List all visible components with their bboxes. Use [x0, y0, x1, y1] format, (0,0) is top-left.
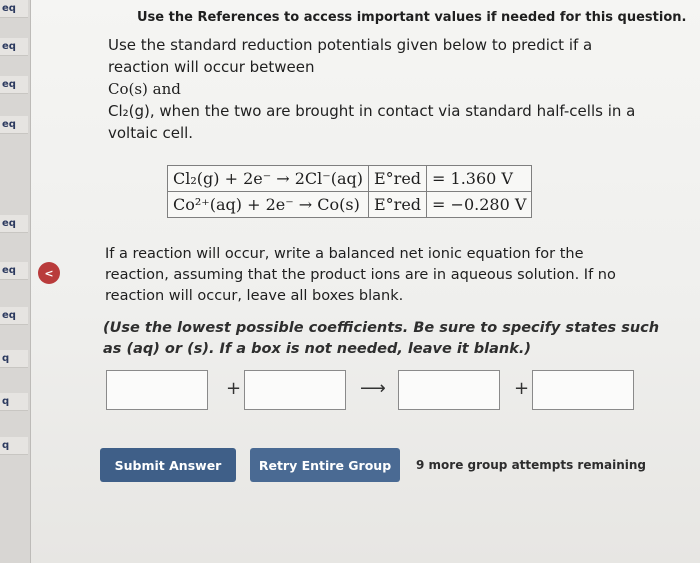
question-tab-10[interactable] — [0, 437, 28, 455]
question-text — [108, 34, 648, 144]
instructions-line: reaction, assuming that the product ions are in aqueous solution. If no — [105, 267, 616, 283]
references-note: Use the References to access important values if needed for this question. — [137, 10, 687, 25]
question-tab-label: eq — [2, 265, 16, 276]
question-tab-8[interactable] — [0, 350, 28, 368]
collapse-toggle-icon[interactable]: < — [38, 262, 60, 284]
product-box-1[interactable] — [398, 370, 500, 410]
question-tab-6[interactable] — [0, 262, 28, 280]
question-tab-5[interactable] — [0, 215, 28, 233]
reactant-box-2[interactable] — [244, 370, 346, 410]
plus-sign: + — [514, 378, 530, 399]
coefficients-note — [103, 318, 663, 360]
instructions-line: If a reaction will occur, write a balanced net ionic equation for the — [105, 246, 584, 262]
question-line: reaction will occur between — [108, 58, 315, 76]
reduction-potentials-table — [167, 165, 532, 218]
table-row — [168, 166, 532, 192]
question-tab-label: eq — [2, 79, 16, 90]
half-reaction: Co²⁺(aq) + 2e⁻ → Co(s) — [168, 192, 369, 218]
reactant-box-1[interactable] — [106, 370, 208, 410]
potential-value: = 1.360 V — [427, 166, 532, 192]
question-tab-label: eq — [2, 41, 16, 52]
question-tab-label: eq — [2, 119, 16, 130]
question-tab-1[interactable] — [0, 0, 28, 18]
question-species-chlorine: Cl₂(g), when the two are brought in contact via standard half-cells in a — [108, 102, 636, 120]
question-tab-label: eq — [2, 218, 16, 229]
coefficients-note-line: as (aq) or (s). If a box is not needed, leave it blank.) — [103, 341, 532, 357]
question-tab-2[interactable] — [0, 38, 28, 56]
coefficients-note-line: (Use the lowest possible coefficients. Be sure to specify states such — [103, 320, 660, 336]
product-box-2[interactable] — [532, 370, 634, 410]
question-tab-label: eq — [2, 3, 16, 14]
question-tab-3[interactable] — [0, 76, 28, 94]
question-nav-strip — [0, 0, 31, 563]
net-ionic-equation-row — [106, 370, 646, 415]
question-tab-label: q — [2, 396, 10, 407]
attempts-remaining-text: 9 more group attempts remaining — [416, 458, 646, 472]
question-line: voltaic cell. — [108, 124, 194, 142]
question-tab-9[interactable] — [0, 393, 28, 411]
potential-value: = −0.280 V — [427, 192, 532, 218]
question-tab-4[interactable] — [0, 116, 28, 134]
plus-sign: + — [226, 378, 242, 399]
question-line: Use the standard reduction potentials given below to predict if a — [108, 36, 593, 54]
question-tab-label: eq — [2, 310, 16, 321]
instructions-text — [105, 244, 645, 307]
half-reaction: Cl₂(g) + 2e⁻ → 2Cl⁻(aq) — [168, 166, 369, 192]
submit-answer-button[interactable]: Submit Answer — [100, 448, 236, 482]
question-species-cobalt: Co(s) and — [108, 80, 181, 98]
retry-entire-group-button[interactable]: Retry Entire Group — [250, 448, 400, 482]
instructions-line: reaction will occur, leave all boxes blank. — [105, 288, 404, 304]
question-tab-label: q — [2, 440, 10, 451]
table-row — [168, 192, 532, 218]
potential-label: E°red — [369, 192, 427, 218]
question-tab-label: q — [2, 353, 10, 364]
potential-label: E°red — [369, 166, 427, 192]
question-tab-7[interactable] — [0, 307, 28, 325]
reaction-arrow-icon: ⟶ — [360, 378, 386, 399]
